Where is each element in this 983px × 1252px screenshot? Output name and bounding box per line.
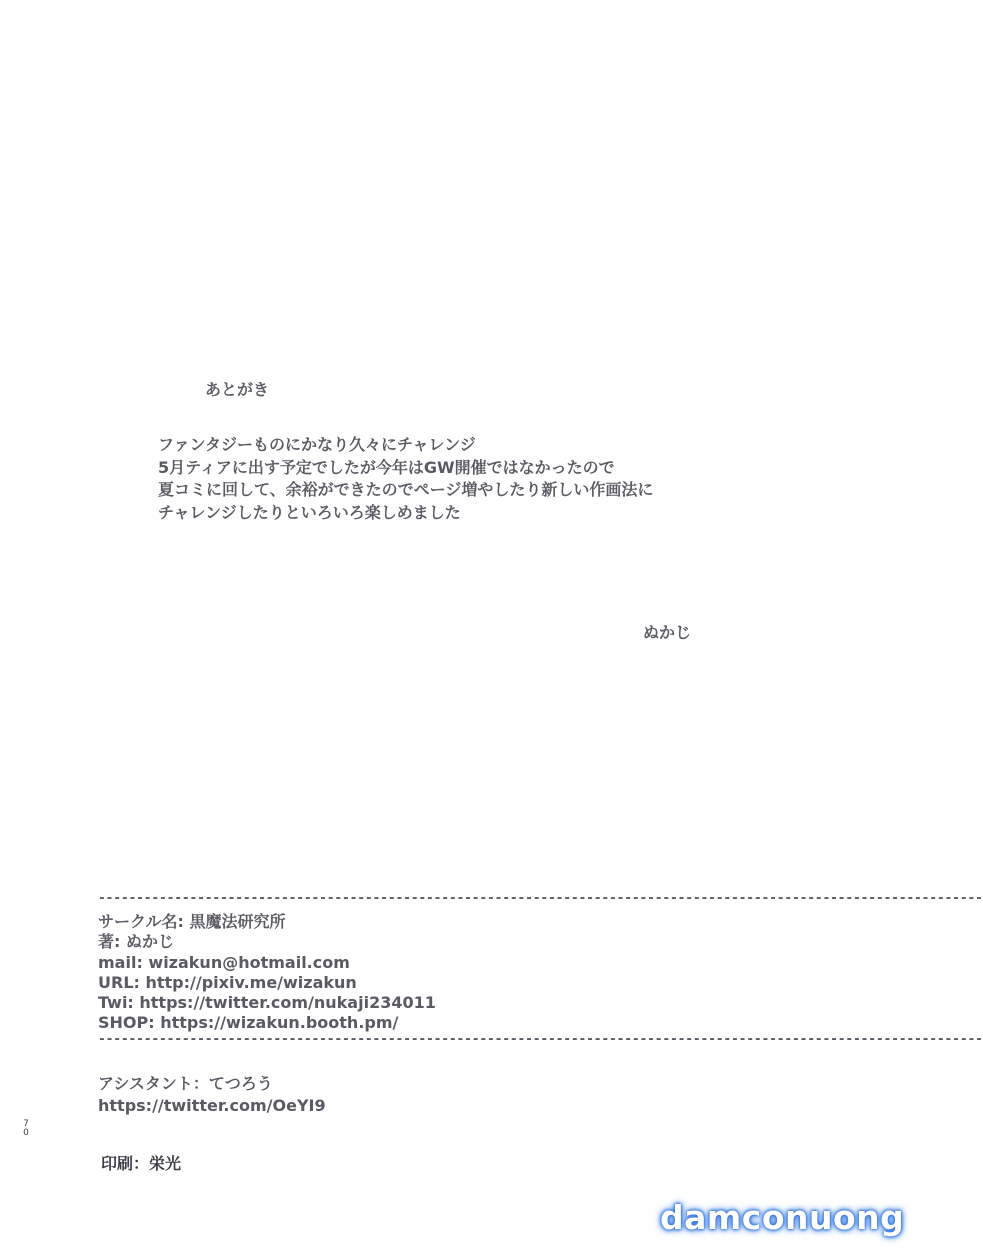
separator-top: --------------------------------------------------------------------------------------------------------------------: [98, 891, 983, 906]
watermark-logo: damconuong: [660, 1198, 905, 1237]
assistant-name: アシスタント：てつろう: [98, 1074, 273, 1093]
separator-bottom: --------------------------------------------------------------------------------------------------------------------: [98, 1032, 983, 1047]
afterword-body: [158, 434, 653, 524]
circle-name: サークル名: 黒魔法研究所: [98, 912, 286, 931]
assistant-credit: [98, 1073, 326, 1117]
shop-url: SHOP: https://wizakun.booth.pm/: [98, 1013, 399, 1033]
author-signature: ぬかじ: [643, 623, 692, 642]
afterword-line: チャレンジしたりといろいろ楽しめました: [158, 502, 461, 522]
afterword-line: ファンタジーものにかなり久々にチャレンジ: [158, 435, 476, 454]
printing-credit: 印刷：栄光: [101, 1154, 182, 1173]
twitter-url: Twi: https://twitter.com/nukaji234011: [98, 993, 436, 1013]
afterword-line: 5月ティアに出す予定でしたが今年はGW開催ではなかったので: [158, 457, 615, 477]
afterword-line: 夏コミに回して、余裕ができたのでページ増やしたり新しい作画法に: [158, 480, 654, 499]
mail-address: mail: wizakun@hotmail.com: [98, 952, 350, 972]
colophon-info: [98, 912, 436, 1034]
pixiv-url: URL: http://pixiv.me/wizakun: [98, 972, 357, 992]
afterword-title: あとがき: [205, 380, 270, 399]
author-name: 著: ぬかじ: [98, 932, 174, 952]
assistant-link: https://twitter.com/OeYI9: [98, 1096, 326, 1115]
page-number: 70: [23, 1119, 29, 1138]
